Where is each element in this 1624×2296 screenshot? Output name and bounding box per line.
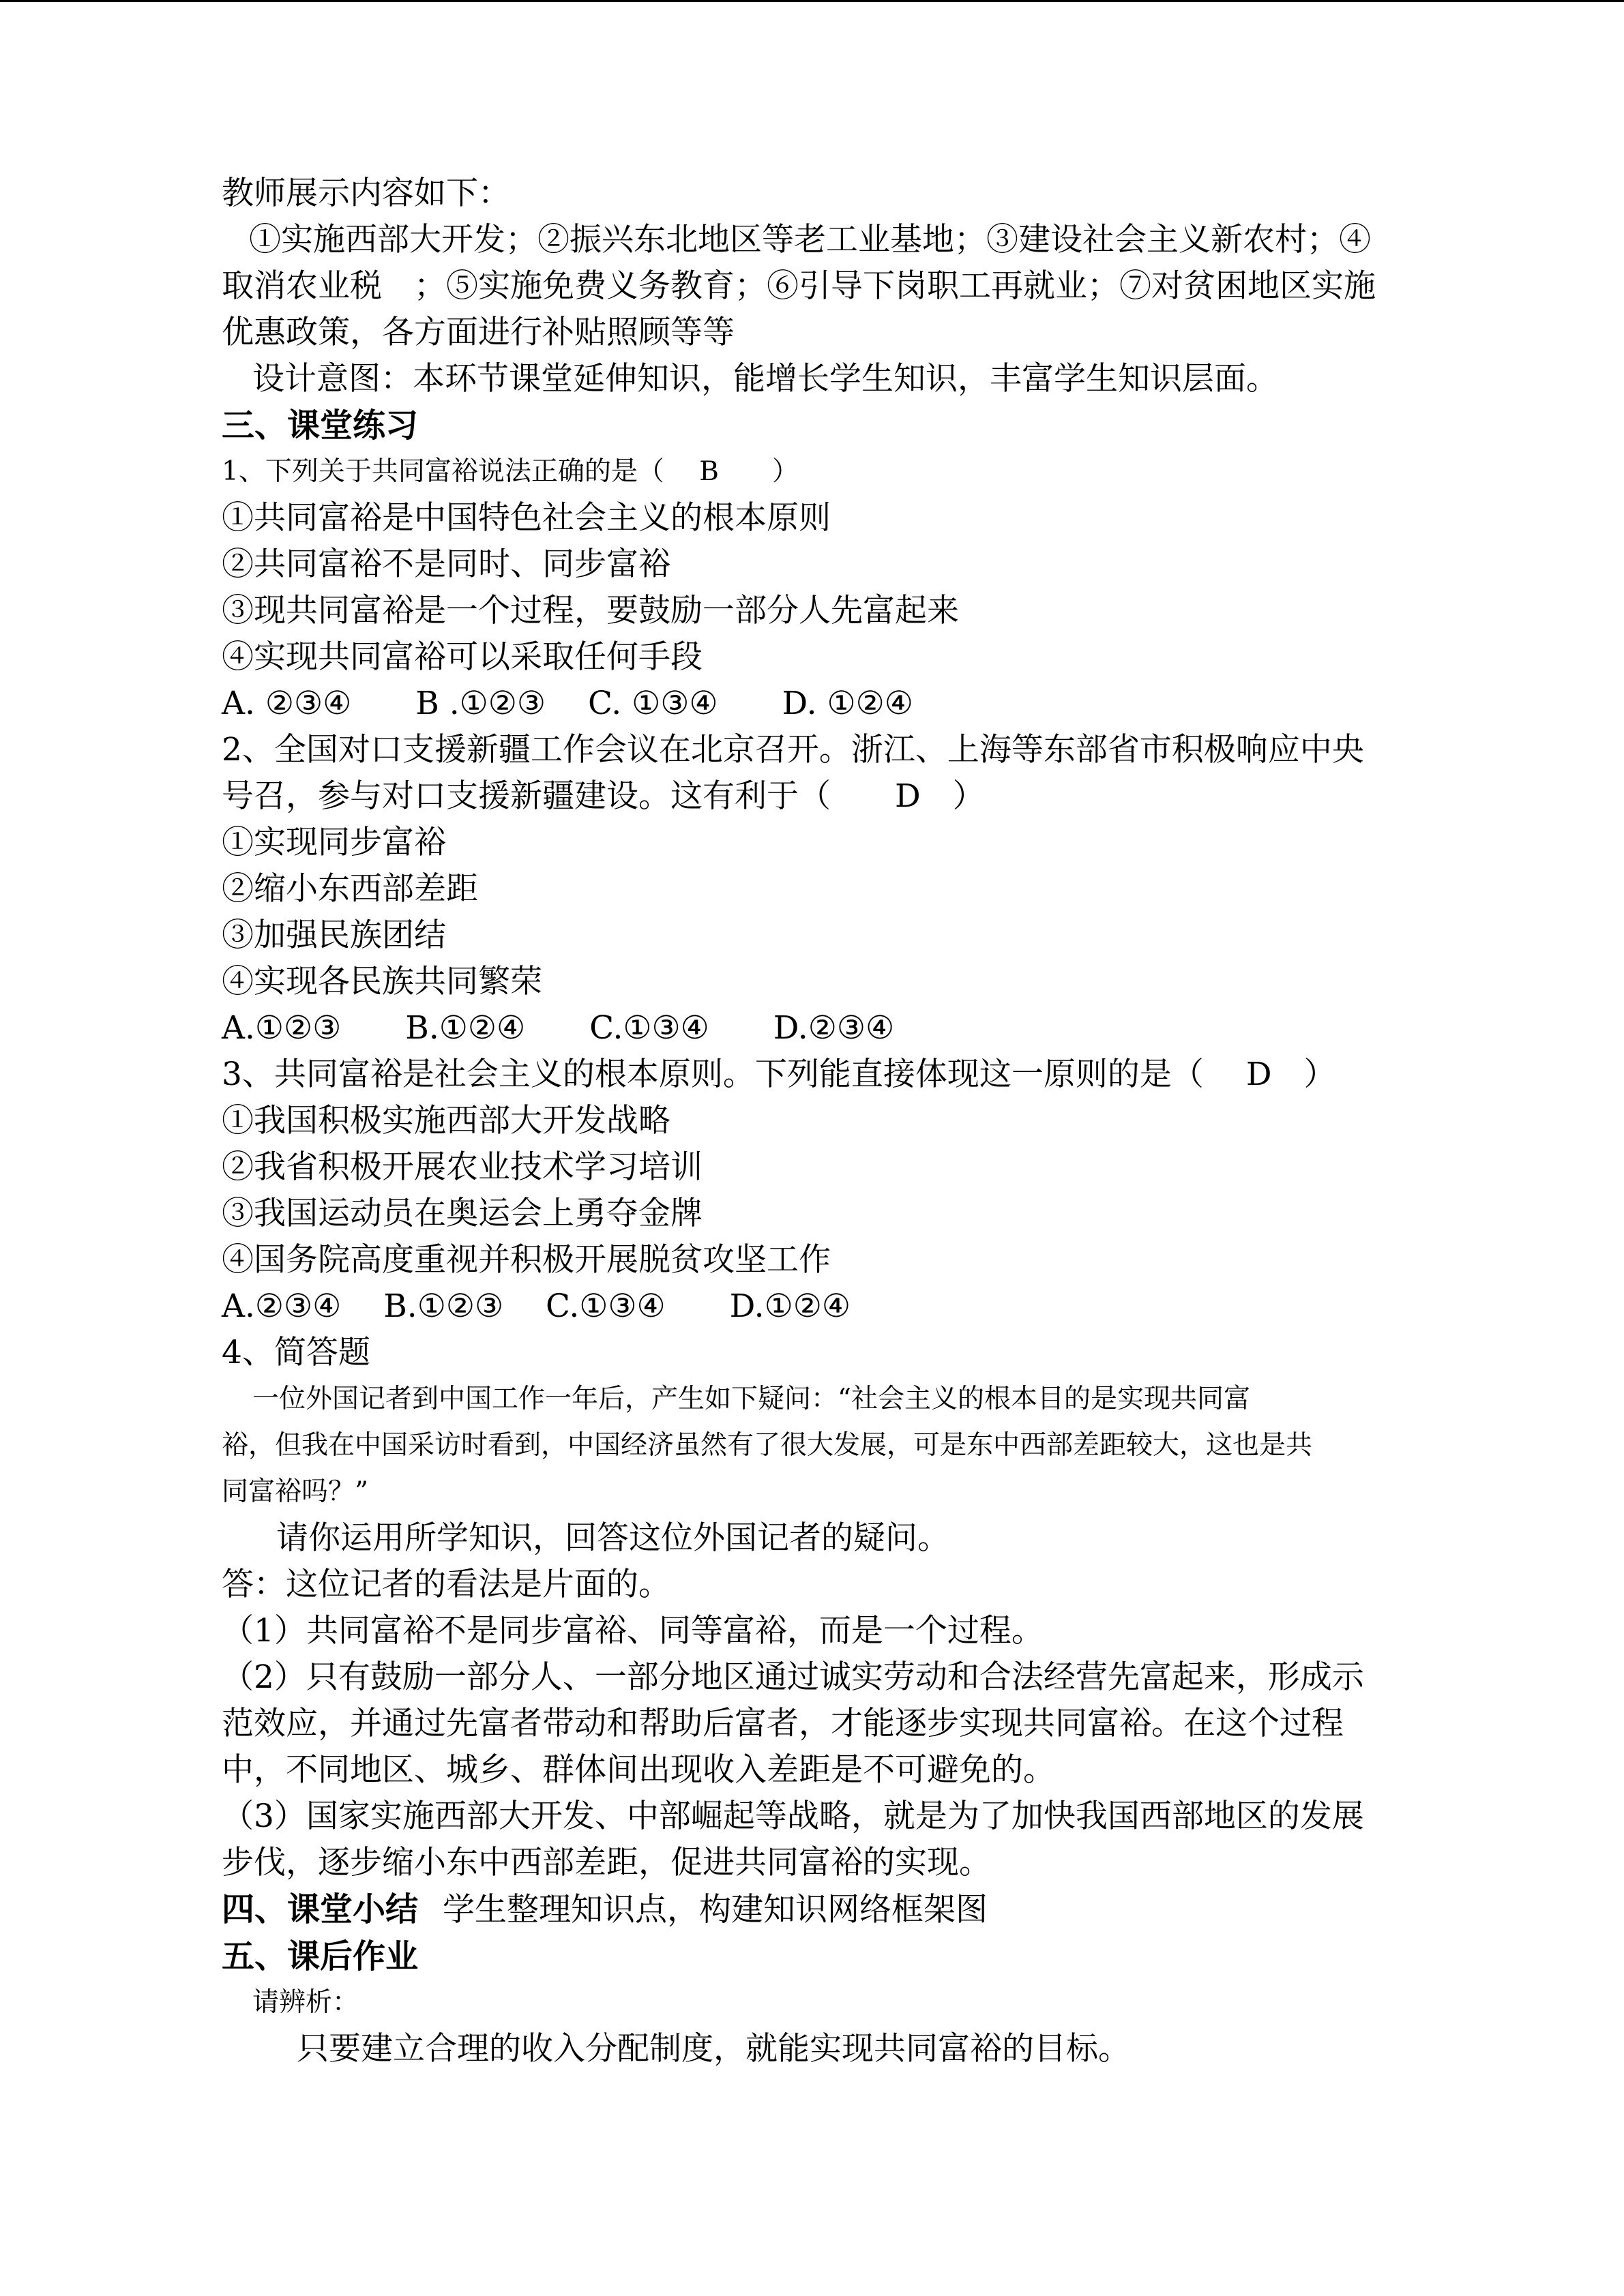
- answer-line: （3）国家实施西部大开发、中部崛起等战略，就是为了加快我国西部地区的发展: [222, 1798, 1364, 1835]
- question-1-item: ③现共同富裕是一个过程，要鼓励一部分人先富起来: [222, 592, 959, 629]
- question-2-item: ③加强民族团结: [222, 916, 446, 954]
- section-4-text: 学生整理知识点，构建知识网络框架图: [443, 1891, 988, 1928]
- teacher-item-line: ①实施西部大开发；②振兴东北地区等老工业基地；③建设社会主义新农村；④: [249, 221, 1371, 258]
- teacher-item-line: 优惠政策，各方面进行补贴照顾等等: [222, 314, 735, 351]
- question-2-item: ①实现同步富裕: [222, 824, 446, 861]
- answer-line: 范效应，并通过先富者带动和帮助后富者，才能逐步实现共同富裕。在这个过程: [222, 1705, 1344, 1742]
- section-heading-homework: 五、课后作业: [222, 1937, 419, 1976]
- question-3-item: ②我省积极开展农业技术学习培训: [222, 1148, 703, 1186]
- question-4-material: 同富裕吗？”: [222, 1476, 368, 1507]
- answer-line: 步伐，逐步缩小东中西部差距，促进共同富裕的实现。: [222, 1844, 991, 1881]
- document-page: [222, 170, 1412, 2072]
- question-3-item: ①我国积极实施西部大开发战略: [222, 1102, 670, 1139]
- section-4-title: 四、课堂小结: [222, 1890, 419, 1928]
- question-3-stem: 3、共同富裕是社会主义的根本原则。下列能直接体现这一原则的是（ D ）: [222, 1056, 1336, 1093]
- section-heading-practice: 三、课堂练习: [222, 406, 419, 445]
- question-2-options: A.①②③ B.①②④ C.①③④ D.②③④: [222, 1009, 895, 1047]
- question-3-item: ④国务院高度重视并积极开展脱贫攻坚工作: [222, 1241, 831, 1279]
- question-1-item: ④实现共同富裕可以采取任何手段: [222, 638, 703, 676]
- homework-label: 请辨析：: [252, 1987, 359, 2018]
- question-2-item: ②缩小东西部差距: [222, 870, 478, 908]
- question-2-stem: 号召，参与对口支援新疆建设。这有利于（ D ）: [222, 777, 985, 815]
- answer-line: 答：这位记者的看法是片面的。: [222, 1566, 670, 1603]
- question-2-stem: 2、全国对口支援新疆工作会议在北京召开。浙江、上海等东部省市积极响应中央: [222, 731, 1364, 769]
- question-4-material: 一位外国记者到中国工作一年后，产生如下疑问：“社会主义的根本目的是实现共同富: [252, 1384, 1250, 1414]
- page-top-border: [0, 0, 1624, 2]
- section-heading-summary: [222, 1886, 1412, 1933]
- question-3-item: ③我国运动员在奥运会上勇夺金牌: [222, 1195, 703, 1232]
- homework-statement: 只要建立合理的收入分配制度，就能实现共同富裕的目标。: [297, 2030, 1130, 2068]
- question-1-item: ①共同富裕是中国特色社会主义的根本原则: [222, 499, 831, 537]
- question-3-options: A.②③④ B.①②③ C.①③④ D.①②④: [222, 1287, 851, 1325]
- answer-line: （1）共同富裕不是同步富裕、同等富裕，而是一个过程。: [222, 1612, 1044, 1650]
- teacher-intro: 教师展示内容如下：: [222, 175, 510, 212]
- teacher-item-line: 取消农业税 ；⑤实施免费义务教育；⑥引导下岗职工再就业；⑦对贫困地区实施: [222, 267, 1376, 305]
- answer-line: （2）只有鼓励一部分人、一部分地区通过诚实劳动和合法经营先富起来，形成示: [222, 1658, 1364, 1696]
- question-2-item: ④实现各民族共同繁荣: [222, 963, 542, 1000]
- question-1-item: ②共同富裕不是同时、同步富裕: [222, 546, 670, 583]
- question-4-title: 4、简答题: [222, 1334, 370, 1371]
- question-1-options: A. ②③④ B .①②③ C. ①③④ D. ①②④: [222, 685, 913, 722]
- question-4-material: 裕，但我在中国采访时看到，中国经济虽然有了很大发展，可是东中西部差距较大，这也是共: [222, 1430, 1313, 1461]
- question-4-prompt: 请你运用所学知识，回答这位外国记者的疑问。: [276, 1519, 949, 1557]
- question-1-stem: 1、下列关于共同富裕说法正确的是（ B ）: [222, 456, 799, 487]
- answer-line: 中，不同地区、城乡、群体间出现收入差距是不可避免的。: [222, 1751, 1055, 1789]
- design-intent: 设计意图：本环节课堂延伸知识，能增长学生知识，丰富学生知识层面。: [252, 360, 1278, 398]
